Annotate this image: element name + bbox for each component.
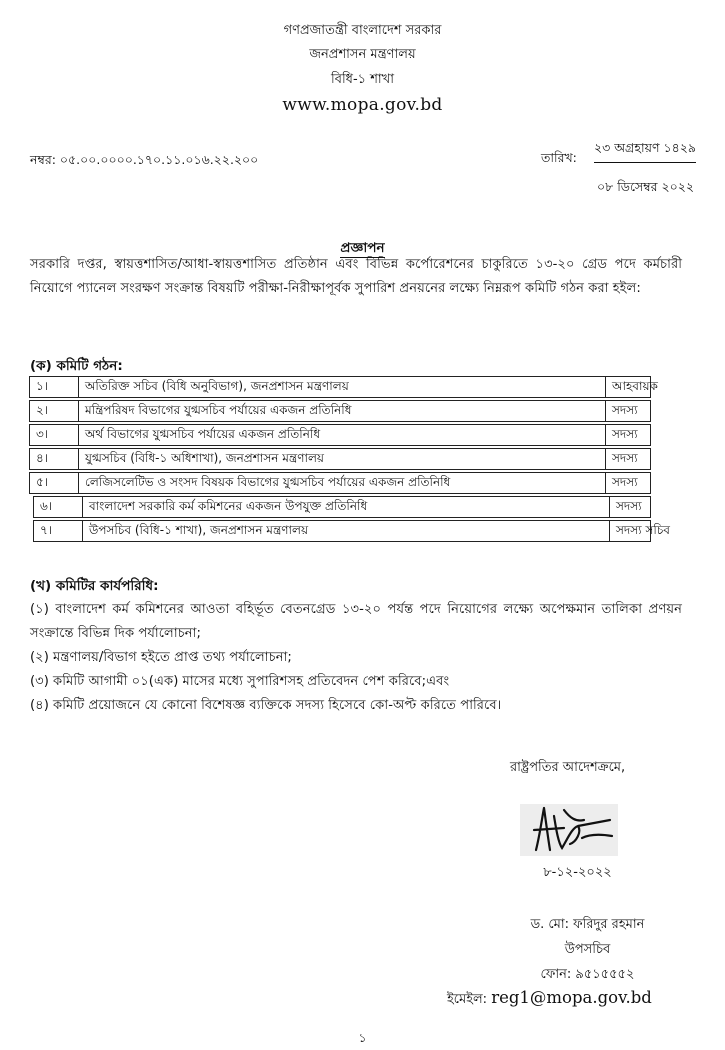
member-name: বাংলাদেশ সরকারি কর্ম কমিশনের একজন উপযুক্ত প্রতিনিধি <box>82 497 609 517</box>
duty-item: (৩) কমিটি আগামী ০১(এক) মাসের মধ্যে সুপারিশসহ প্রতিবেদন পেশ করিবে;এবং <box>30 674 450 689</box>
date-bangla: ২৩ অগ্রহায়ণ ১৪২৯ <box>594 140 696 163</box>
page-number: ১ <box>358 1031 367 1045</box>
date-gregorian: ০৮ ডিসেম্বর ২০২২ <box>597 179 694 194</box>
member-role: সদস্য <box>605 449 675 469</box>
member-name: উপসচিব (বিধি-১ শাখা), জনপ্রশাসন মন্ত্রণালয় <box>82 521 609 541</box>
website-link[interactable]: www.mopa.gov.bd <box>282 95 443 115</box>
government-name: গণপ্রজাতন্ত্রী বাংলাদেশ সরকার <box>283 23 442 38</box>
row-number: ৪। <box>36 451 49 465</box>
member-name: অতিরিক্ত সচিব (বিধি অনুবিভাগ), জনপ্রশাসন মন্ত্রণালয় <box>78 377 605 397</box>
committee-table <box>29 376 670 544</box>
signatory-name: ড. মো: ফরিদুর রহমান <box>530 917 645 932</box>
signatory-phone: ফোন: ৯৫১৫৫৫২ <box>540 967 635 982</box>
duty-item: (৪) কমিটি প্রয়োজনে যে কোনো বিশেষজ্ঞ ব্যক্তিকে সদস্য হিসেবে কো-অপ্ট করিতে পারিবে। <box>30 698 502 713</box>
notice-title: প্রজ্ঞাপন <box>340 240 385 256</box>
row-number: ৩। <box>36 427 49 441</box>
table-row <box>33 496 651 518</box>
member-name: যুগ্মসচিব (বিধি-১ অধিশাখা), জনপ্রশাসন মন্ত্রণালয় <box>78 449 605 469</box>
member-role: সদস্য <box>605 401 675 421</box>
table-row <box>33 520 670 542</box>
signature-date: ৮-১২-২০২২ <box>543 865 612 880</box>
row-number: ২। <box>36 403 49 417</box>
signatory-designation: উপসচিব <box>564 942 611 957</box>
member-name: মন্ত্রিপরিষদ বিভাগের যুগ্মসচিব পর্যায়ের একজন প্রতিনিধি <box>78 401 605 421</box>
duties-list <box>30 598 682 718</box>
table-row <box>29 400 651 422</box>
member-role: সদস্য সচিব <box>609 521 679 541</box>
memo-number: নম্বর: ০৫.০০.০০০০.১৭০.১১.০১৬.২২.২০০ <box>30 152 259 167</box>
duty-item: (১) বাংলাদেশ কর্ম কমিশনের আওতা বহির্ভূত বেতনগ্রেড ১৩-২০ পর্যন্ত পদে নিয়োগের লক্ষ্যে অপেক্ষমান তালিকা প্রণয়ন সংক্রান্তে বিভিন্ন দিক পর্যালোচনা; <box>30 602 682 641</box>
table-row <box>29 376 658 398</box>
signature-icon <box>520 798 620 860</box>
row-number: ৫। <box>36 475 49 489</box>
row-number: ৬। <box>40 499 53 513</box>
member-role: সদস্য <box>605 425 675 445</box>
committee-section-title: (ক) কমিটি গঠন: <box>30 358 123 374</box>
member-name: লেজিসলেটিভ ও সংসদ বিষয়ক বিভাগের যুগ্মসচিব পর্যায়ের একজন প্রতিনিধি <box>78 473 605 493</box>
table-row <box>29 472 651 494</box>
date-label: তারিখ: <box>541 150 577 165</box>
intro-paragraph: সরকারি দপ্তর, স্বায়ত্তশাসিত/আধা-স্বায়ত্তশাসিত প্রতিষ্ঠান এবং বিভিন্ন কর্পোরেশনের চাকুরিতে ১৩-২০ গ্রেড পদে কর্মচারী নিয়োগে প্যানেল সংরক্ষণ সংক্রান্ত বিষয়টি পরীক্ষা-নিরীক্ষাপূর্বক সুপারিশ প্রনয়নের লক্ষ্যে নিম্নরূপ কমিটি গঠন করা হইল: <box>30 257 682 296</box>
email-line <box>447 988 652 1011</box>
row-number: ১। <box>36 379 49 393</box>
member-role: সদস্য <box>605 473 675 493</box>
table-row <box>29 448 651 470</box>
duties-section-title: (খ) কমিটির কার্যপরিধি: <box>30 578 159 594</box>
member-name: অর্থ বিভাগের যুগ্মসচিব পর্যায়ের একজন প্রতিনিধি <box>78 425 605 445</box>
email-label: ইমেইল: <box>447 992 488 1007</box>
row-number: ৭। <box>40 523 53 537</box>
member-role: আহবায়ক <box>605 377 675 397</box>
duty-item: (২) মন্ত্রণালয়/বিভাগ হইতে প্রাপ্ত তথ্য পর্যালোচনা; <box>30 650 292 665</box>
email-address[interactable]: reg1@mopa.gov.bd <box>491 988 652 1007</box>
member-role: সদস্য <box>609 497 679 517</box>
table-row <box>29 424 651 446</box>
branch-name: বিধি-১ শাখা <box>331 72 394 87</box>
ministry-name: জনপ্রশাসন মন্ত্রণালয় <box>309 47 416 62</box>
order-line: রাষ্ট্রপতির আদেশক্রমে, <box>510 760 626 775</box>
